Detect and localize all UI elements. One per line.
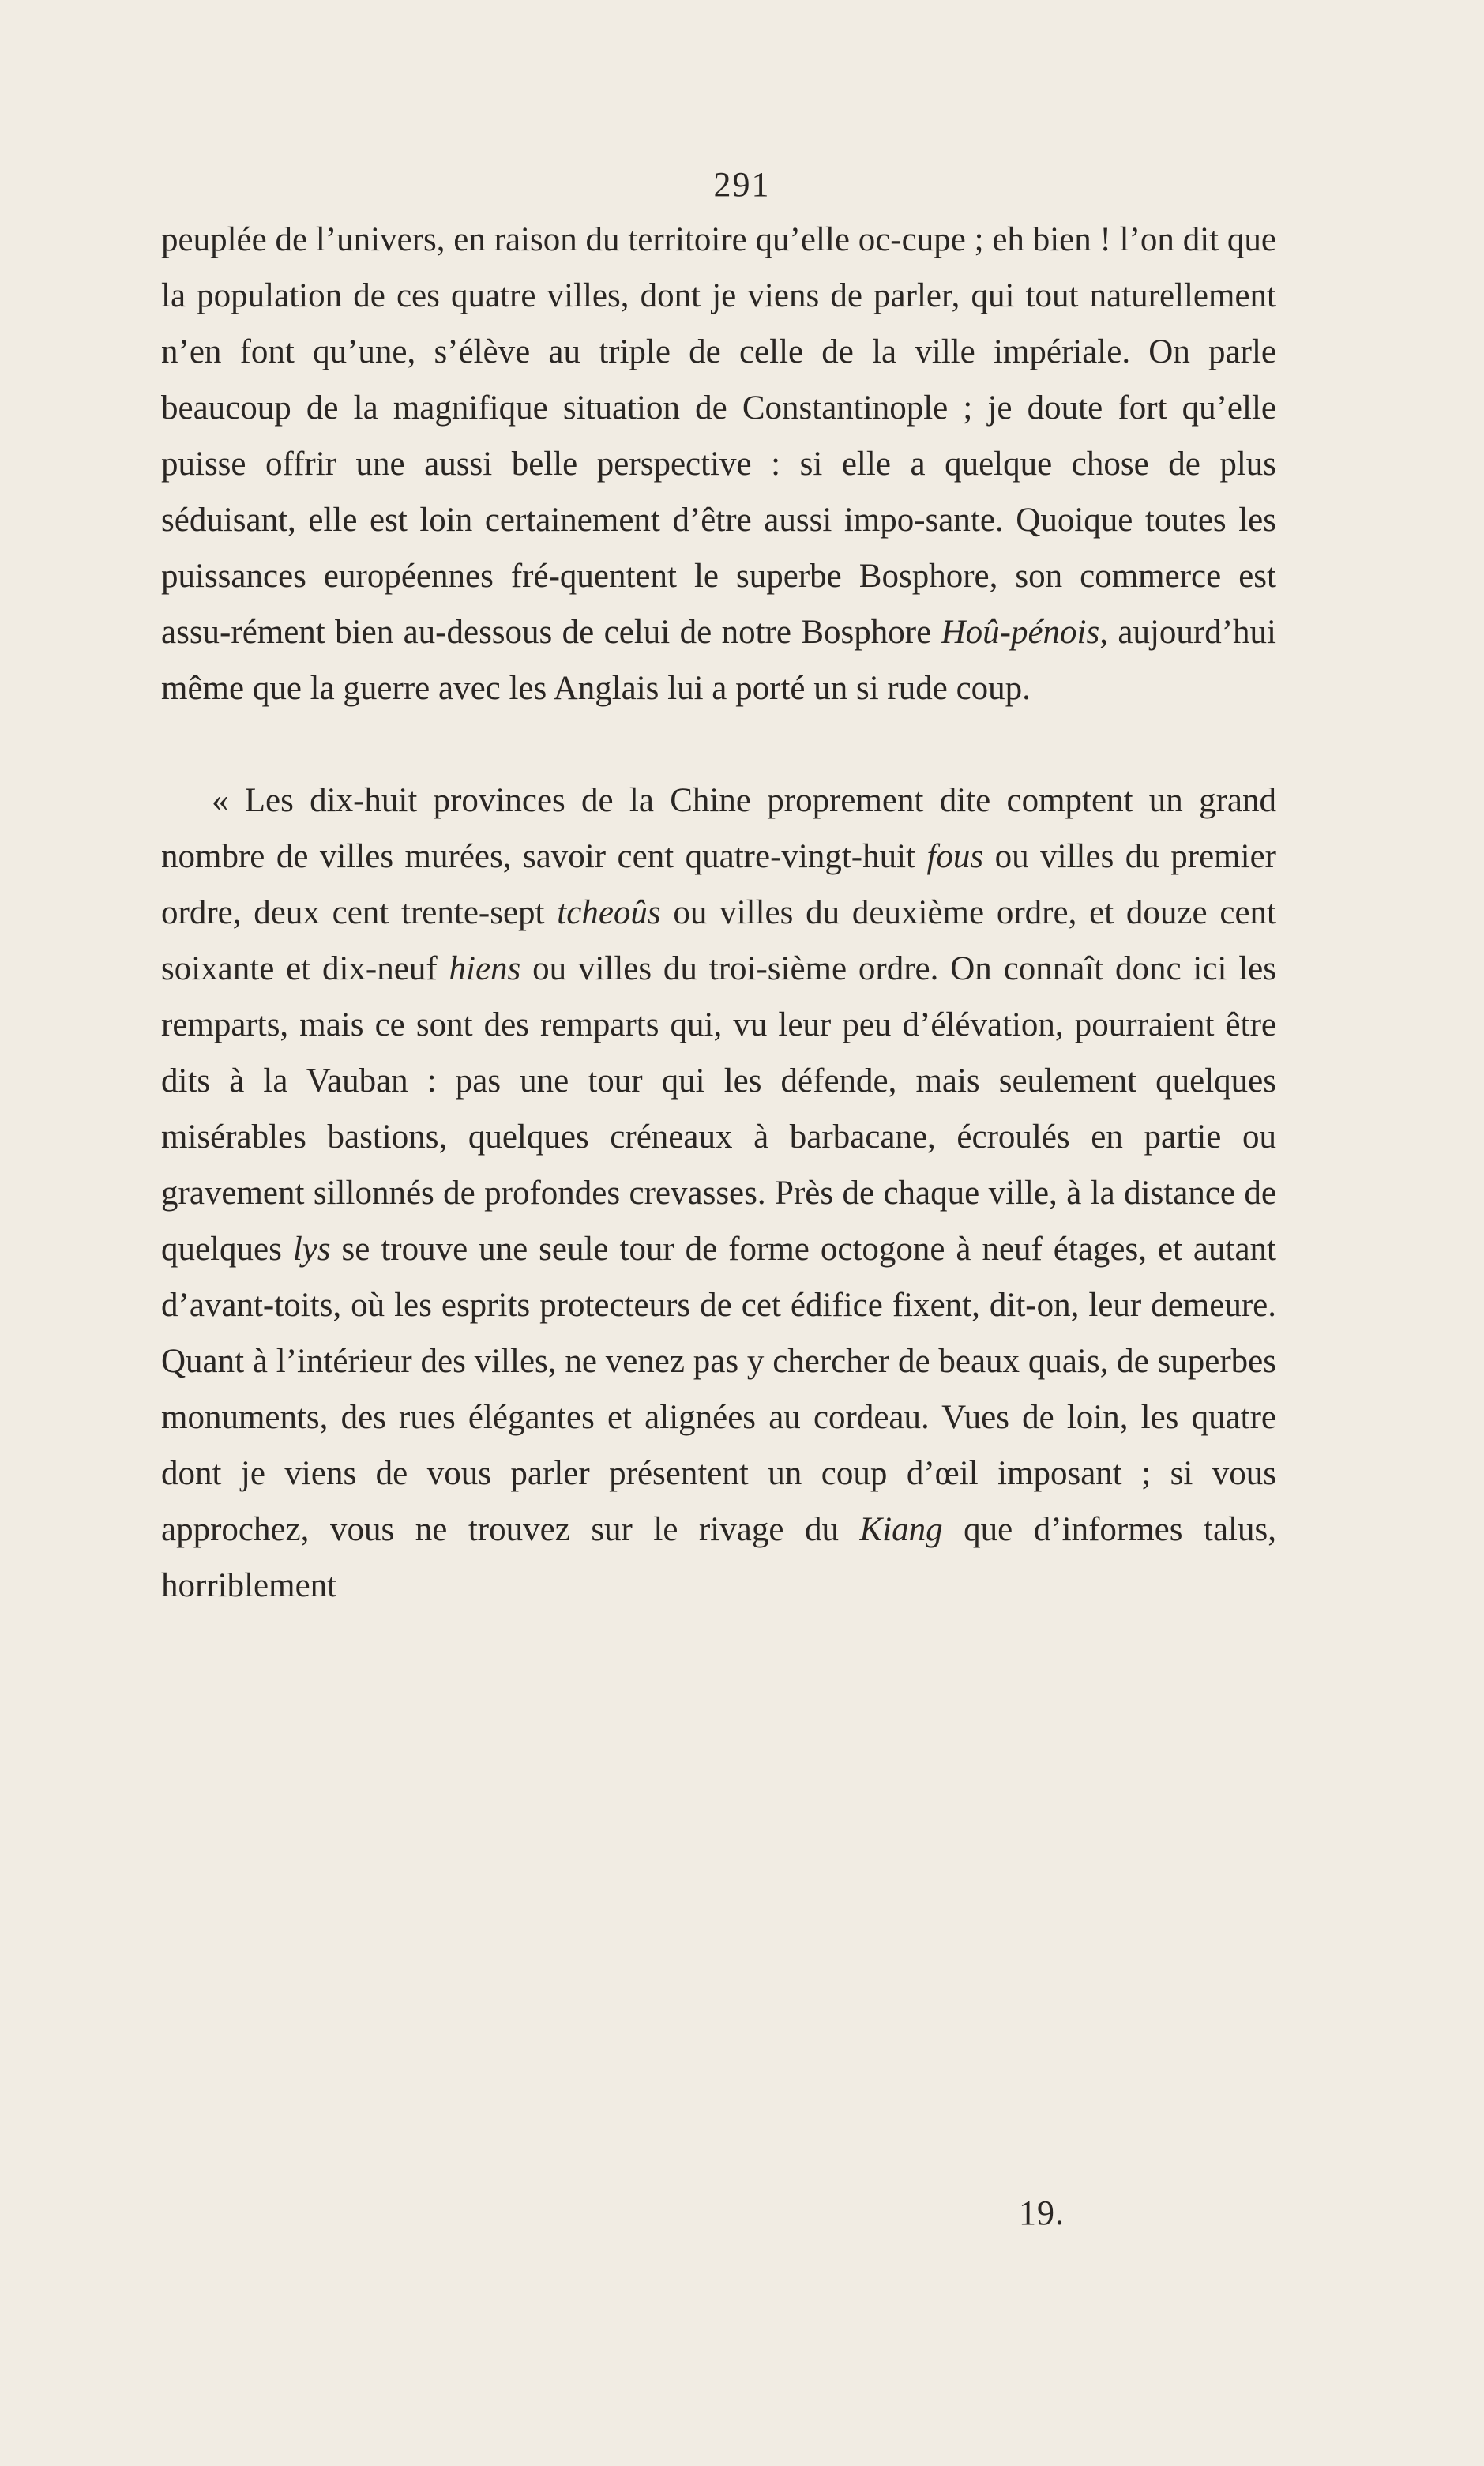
paragraph — [161, 212, 1276, 716]
text-run: que d’informes talus, horriblement — [161, 1511, 1276, 1604]
italic-term: tcheoûs — [557, 894, 661, 931]
text-run: se trouve une seule tour de forme octogone à neuf étages, et autant d’avant-toits, où les esprits protecteurs de cet édifice fixent, dit-on, leur demeure. Quant à l’intérieur des villes, ne venez pas y chercher de beaux quais, de superbes monuments, des rues élégantes et alignées au cordeau. Vues de loin, les quatre dont je viens de vous parler présentent un coup d’œil imposant ; si vous approchez, vous ne trouvez sur le rivage du — [161, 1231, 1276, 1548]
italic-term: lys — [292, 1231, 331, 1268]
signature-mark: 19. — [1019, 2193, 1065, 2232]
text-run: « Les dix-huit provinces de la Chine proprement dite comptent un grand nombre de villes murées, savoir cent quatre-vingt-huit — [161, 782, 1276, 875]
text-run: ou villes du deuxième ordre, et douze cent soixante et dix-neuf — [161, 894, 1276, 987]
text-run: ou villes du premier ordre, deux cent trente-sept — [161, 838, 1276, 931]
italic-term: Hoû-pénois — [941, 614, 1100, 651]
body-text — [161, 212, 1276, 1614]
page-number: 291 — [713, 165, 771, 204]
paragraph — [161, 773, 1276, 1614]
italic-term: fous — [926, 838, 984, 875]
italic-term: Kiang — [859, 1511, 943, 1548]
text-run: ou villes du troi-sième ordre. On connaît donc ici les remparts, mais ce sont des remparts qui, vu leur peu d’élévation, pourraient être dits à la Vauban : pas une tour qui les défende, mais seulement quelques misérables bastions, quelques créneaux à barbacane, écroulés en partie ou gravement sillonnés de profondes crevasses. Près de chaque ville, à la distance de quelques — [161, 950, 1276, 1268]
text-run: peuplée de l’univers, en raison du territoire qu’elle oc-cupe ; eh bien ! l’on dit que la population de ces quatre villes, dont je viens de parler, qui tout naturellement n’en font qu’une, s’élève au triple de celle de la ville impériale. On parle beaucoup de la magnifique situation de Constantinople ; je doute fort qu’elle puisse offrir une aussi belle perspective : si elle a quelque chose de plus séduisant, elle est loin certainement d’être aussi impo-sante. Quoique toutes les puissances européennes fré-quentent le superbe Bosphore, son commerce est assu-rément bien au-dessous de celui de notre Bosphore — [161, 221, 1276, 651]
text-run: , aujourd’hui même que la guerre avec les Anglais lui a porté un si rude coup. — [161, 614, 1277, 707]
italic-term: hiens — [449, 950, 521, 987]
